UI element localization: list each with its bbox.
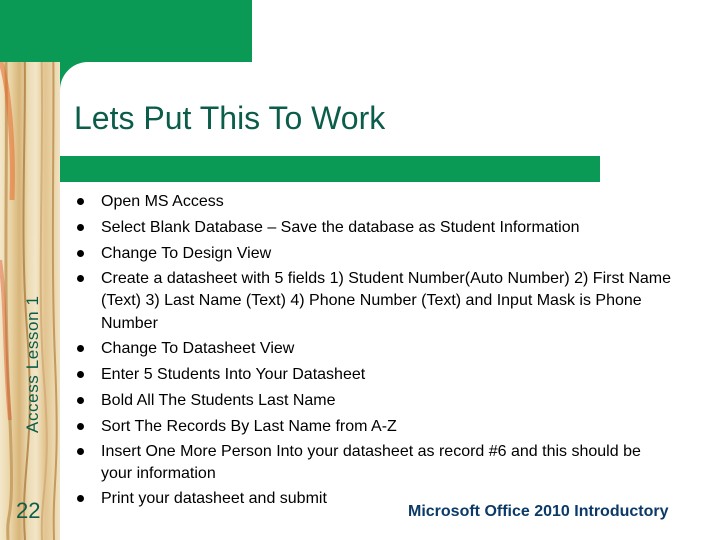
bullet-dot-icon [77, 345, 84, 352]
footer-text: Microsoft Office 2010 Introductory [408, 503, 669, 520]
page-number: 22 [16, 498, 41, 523]
slide-title: Lets Put This To Work [74, 100, 386, 136]
bullet-text: Bold All The Students Last Name [101, 391, 336, 409]
bullet-item [73, 215, 673, 241]
bullet-dot-icon [77, 198, 84, 205]
bullet-dot-icon [77, 371, 84, 378]
bullet-text: Change To Design View [101, 245, 272, 262]
bullet-text: Open MS Access [101, 193, 224, 210]
bullet-text: Print your datasheet and submit [101, 490, 327, 508]
bullet-text: Insert One More Person Into your datasheet as record #6 and this should be your information [101, 442, 641, 483]
bullet-item [73, 241, 673, 267]
decorative-strip [0, 0, 60, 540]
bullet-item [73, 441, 673, 486]
bullet-text: Enter 5 Students Into Your Datasheet [101, 365, 366, 383]
bullet-dot-icon [77, 224, 84, 231]
bullet-dot-icon [77, 423, 84, 430]
lesson-label: Access Lesson 1 [23, 295, 42, 433]
wood-texture-graphic [0, 0, 60, 540]
bullet-item [73, 362, 673, 388]
bullet-list [73, 189, 673, 512]
bullet-dot-icon [77, 250, 84, 257]
bullet-text: Change To Datasheet View [101, 339, 295, 357]
bullet-dot-icon [77, 495, 84, 502]
bullet-dot-icon [77, 275, 84, 282]
title-underline-bar [60, 156, 600, 182]
bullet-text: Sort The Records By Last Name from A-Z [101, 417, 397, 435]
bullet-text: Create a datasheet with 5 fields 1) Student Number(Auto Number) 2) First Name (Text) 3) Last Name (Text) 4) Phone Number (Text) and Input Mask is Phone Number [101, 270, 672, 332]
bullet-item [73, 189, 673, 215]
bullet-text: Select Blank Database – Save the database as Student Information [101, 219, 580, 236]
bullet-dot-icon [77, 397, 84, 404]
top-green-band [0, 0, 252, 62]
bullet-item [73, 336, 673, 362]
bullet-item [73, 268, 673, 335]
bullet-dot-icon [77, 448, 84, 455]
bullet-item [73, 388, 673, 414]
bullet-item [73, 414, 673, 440]
